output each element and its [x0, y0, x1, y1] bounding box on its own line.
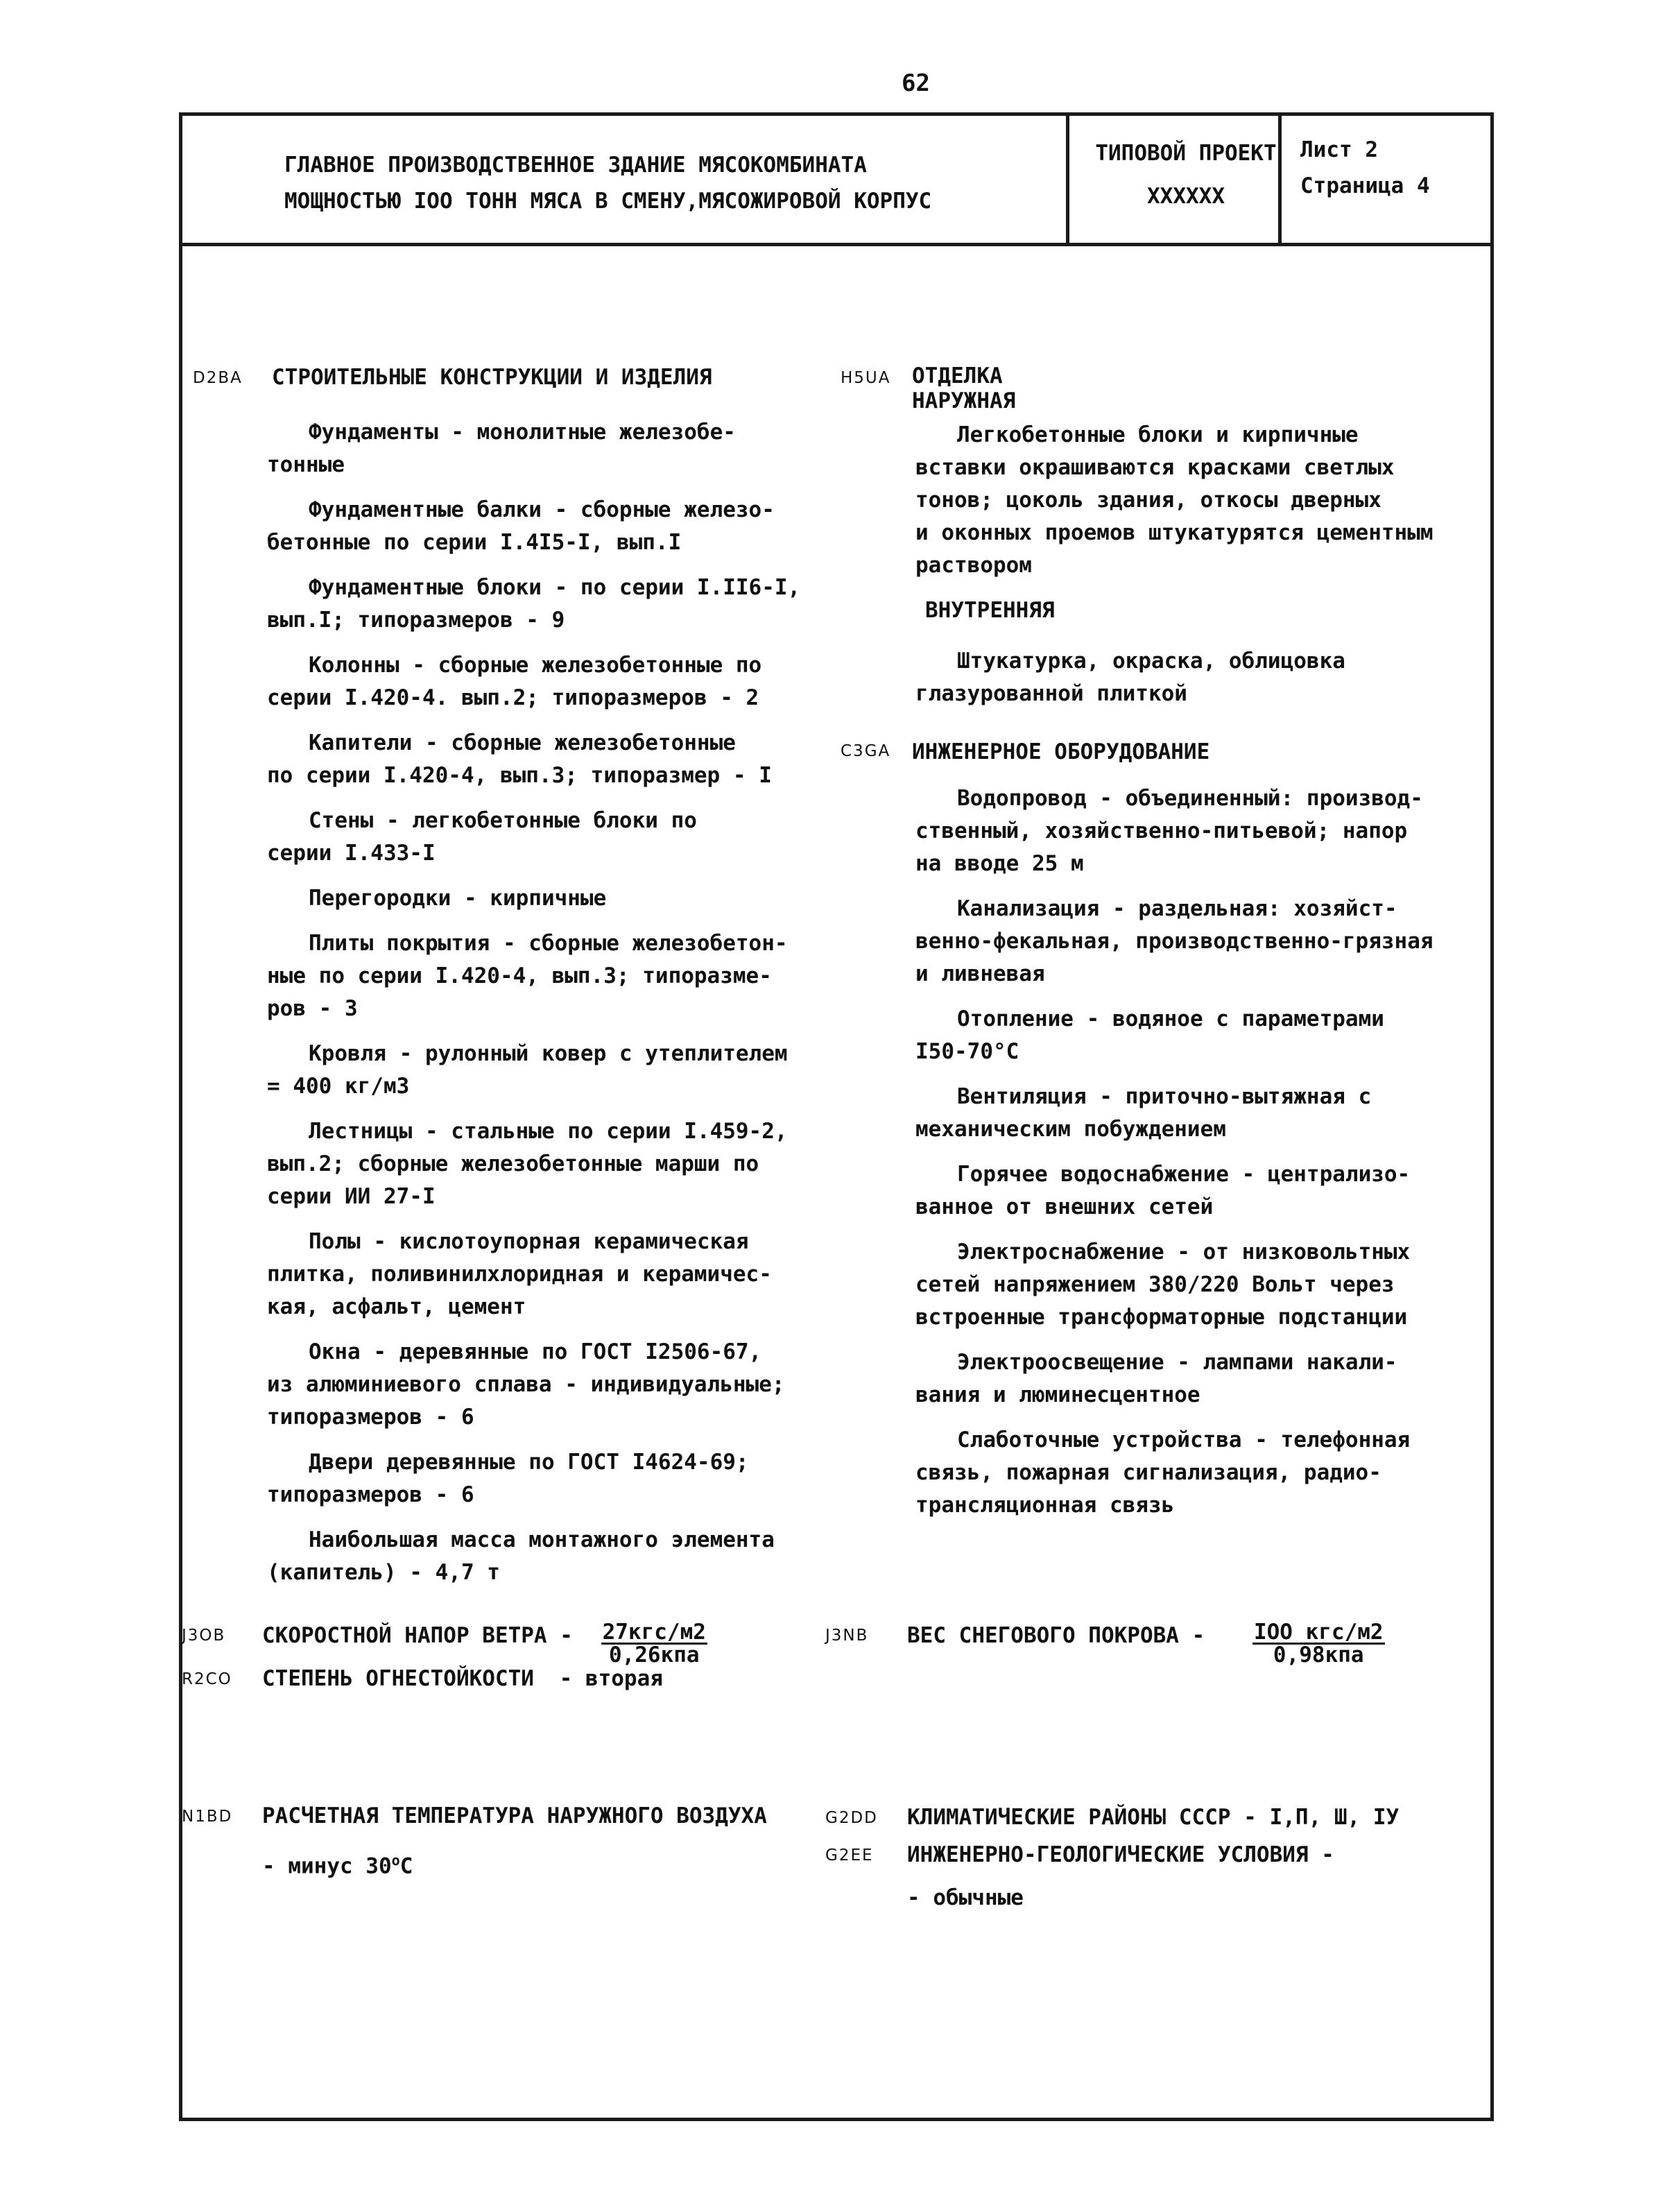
- construction-item-line: Плиты покрытия - сборные железобетон-: [309, 931, 788, 956]
- wind-label: СКОРОСТНОЙ НАПОР ВЕТРА -: [262, 1623, 573, 1648]
- equipment-item-line: I50-70°C: [915, 1039, 1019, 1064]
- section-code: J3OB: [182, 1627, 226, 1645]
- equipment-item-line: Слаботочные устройства - телефонная: [957, 1427, 1411, 1452]
- equipment-list: [915, 782, 1484, 1534]
- climate-regions: КЛИМАТИЧЕСКИЕ РАЙОНЫ СССР - I,П, Ш, IУ: [907, 1805, 1400, 1830]
- section-code: G2DD: [825, 1809, 878, 1827]
- finish-heading: [912, 363, 1015, 413]
- finish-title: ОТДЕЛКА: [912, 363, 1003, 388]
- construction-item-line: серии I.433-I: [267, 841, 436, 866]
- construction-item-line: Кровля - рулонный ковер с утеплителем: [309, 1041, 788, 1066]
- construction-list: [267, 416, 850, 1602]
- finish-section: [915, 419, 1470, 723]
- construction-item: [267, 1336, 850, 1434]
- wind-pressure: [262, 1622, 707, 1665]
- header-divider: [179, 243, 1490, 246]
- section-code: C3GA: [841, 742, 891, 760]
- construction-item-line: Лестницы - стальные по серии I.459-2,: [309, 1119, 788, 1144]
- snow-value: $\frac{\text{IOO кгс/м2}}{\text{0,98кпа}}$: [1253, 1620, 1384, 1667]
- project-number: XXXXXX: [1147, 184, 1225, 209]
- section-code: R2CO: [182, 1670, 232, 1688]
- project-block: [1085, 132, 1286, 218]
- construction-item-line: из алюминиевого сплава - индивидуальные;: [267, 1372, 785, 1397]
- construction-item: [267, 1115, 850, 1213]
- equipment-item-line: Электроснабжение - от низковольтных: [957, 1240, 1411, 1264]
- section-code: G2EE: [825, 1846, 874, 1864]
- construction-item: [267, 649, 850, 714]
- geology-conditions: ИНЖЕНЕРНО-ГЕОЛОГИЧЕСКИЕ УСЛОВИЯ -: [907, 1842, 1334, 1867]
- construction-item-line: вып.2; сборные железобетонные марши по: [267, 1151, 759, 1176]
- equipment-item: [915, 1424, 1484, 1522]
- equipment-item-line: ванное от внешних сетей: [915, 1194, 1214, 1219]
- equipment-item-line: встроенные трансформаторные подстанции: [915, 1305, 1408, 1330]
- fire-value: - вторая: [559, 1666, 663, 1691]
- page-label: Страница 4: [1300, 173, 1430, 198]
- fire-resistance: [262, 1665, 663, 1692]
- text-line: и оконных проемов штукатурятся цементным: [915, 520, 1433, 545]
- equipment-item: [915, 1003, 1484, 1068]
- section-heading: СТРОИТЕЛЬНЫЕ КОНСТРУКЦИИ И ИЗДЕЛИЯ: [272, 365, 712, 390]
- construction-item: [267, 1038, 850, 1103]
- equipment-item-line: Отопление - водяное с параметрами: [957, 1006, 1384, 1031]
- equipment-item-line: Водопровод - объединенный: производ-: [957, 786, 1423, 811]
- construction-item-line: Фундаменты - монолитные железобе-: [309, 420, 736, 445]
- equipment-item: [915, 893, 1484, 991]
- construction-item: [267, 572, 850, 637]
- construction-item-line: ров - 3: [267, 996, 358, 1021]
- equipment-item: [915, 1236, 1484, 1334]
- equipment-item-line: и ливневая: [915, 961, 1045, 986]
- page-number: 62: [902, 69, 930, 97]
- equipment-item-line: Электроосвещение - лампами накали-: [957, 1350, 1397, 1375]
- equipment-item-line: ственный, хозяйственно-питьевой; напор: [915, 818, 1408, 843]
- text-line: Штукатурка, окраска, облицовка: [957, 649, 1345, 674]
- construction-item-line: типоразмеров - 6: [267, 1482, 474, 1507]
- outdoor-temperature-label: РАСЧЕТНАЯ ТЕМПЕРАТУРА НАРУЖНОГО ВОЗДУХА: [262, 1803, 767, 1828]
- project-label: ТИПОВОЙ ПРОЕКТ: [1095, 141, 1277, 166]
- construction-item: [267, 882, 850, 915]
- construction-item-line: (капитель) - 4,7 т: [267, 1560, 500, 1585]
- construction-item-line: плитка, поливинилхлоридная и керамичес-: [267, 1262, 772, 1287]
- construction-item-line: бетонные по серии I.4I5-I, вып.I: [267, 530, 682, 555]
- equipment-item-line: Канализация - раздельная: хозяйст-: [957, 896, 1397, 921]
- section-code: D2BA: [193, 369, 243, 387]
- construction-item-line: Фундаментные балки - сборные железо-: [309, 497, 775, 522]
- construction-item: [267, 927, 850, 1025]
- construction-item-line: кая, асфальт, цемент: [267, 1294, 526, 1319]
- wind-value: $\frac{\text{27кгс/м2}}{\text{0,26кпа}}$: [602, 1620, 706, 1667]
- equipment-item: [915, 1081, 1484, 1146]
- construction-item-line: Окна - деревянные по ГОСТ I2506-67,: [309, 1339, 762, 1364]
- construction-item: [267, 727, 850, 792]
- snow-load: [907, 1622, 1385, 1665]
- equipment-item-line: на вводе 25 м: [915, 851, 1084, 876]
- equipment-item-line: механическим побуждением: [915, 1117, 1226, 1142]
- equipment-item: [915, 782, 1484, 880]
- section-code: N1BD: [182, 1808, 233, 1826]
- construction-item-line: Перегородки - кирпичные: [309, 886, 607, 911]
- sheet-number: Лист 2: [1300, 137, 1378, 162]
- document-title: ГЛАВНОЕ ПРОИЗВОДСТВЕННОЕ ЗДАНИЕ МЯСОКОМБИНАТА МОЩНОСТЬЮ IOO ТОНН МЯСА В СМЕНУ,МЯСОЖИРОВОЙ КОРПУС: [284, 153, 932, 214]
- equipment-item-line: Горячее водоснабжение - централизо-: [957, 1162, 1411, 1187]
- construction-item-line: Колонны - сборные железобетонные по: [309, 653, 762, 678]
- construction-item-line: по серии I.420-4, вып.3; типоразмер - I: [267, 763, 772, 788]
- construction-item-line: серии ИИ 27-I: [267, 1184, 436, 1209]
- construction-item-line: типоразмеров - 6: [267, 1405, 474, 1430]
- finish-outer-text: [915, 419, 1470, 582]
- construction-item: [267, 1524, 850, 1589]
- header-divider-vertical-1: [1066, 112, 1069, 246]
- text-line: тонов; цоколь здания, откосы дверных: [915, 488, 1381, 513]
- finish-inner-label: ВНУТРЕННЯЯ: [925, 598, 1055, 623]
- outdoor-temperature-value: - минус 30$^o$C: [262, 1852, 413, 1879]
- finish-outer-label: НАРУЖНАЯ: [912, 388, 1016, 413]
- construction-item: [267, 494, 850, 559]
- equipment-item-line: Вентиляция - приточно-вытяжная с: [957, 1084, 1372, 1109]
- construction-item-line: Стены - легкобетонные блоки по: [309, 808, 697, 833]
- construction-item: [267, 805, 850, 870]
- construction-item-line: Капители - сборные железобетонные: [309, 730, 736, 755]
- construction-item-line: Полы - кислотоупорная керамическая: [309, 1229, 749, 1254]
- construction-item-line: вып.I; типоразмеров - 9: [267, 608, 565, 633]
- equipment-item-line: вания и люминесцентное: [915, 1382, 1200, 1407]
- text-line: глазурованной плиткой: [915, 681, 1187, 706]
- snow-label: ВЕС СНЕГОВОГО ПОКРОВА -: [907, 1623, 1205, 1648]
- construction-item-line: Наибольшая масса монтажного элемента: [309, 1527, 775, 1552]
- finish-inner-text: [915, 645, 1470, 710]
- equipment-item-line: венно-фекальная, производственно-грязная: [915, 929, 1433, 954]
- geology-value: - обычные: [907, 1885, 1024, 1910]
- construction-item-line: Двери деревянные по ГОСТ I4624-69;: [309, 1450, 749, 1475]
- text-line: раствором: [915, 553, 1032, 578]
- sheet-block: [1300, 132, 1430, 204]
- construction-item: [267, 1446, 850, 1511]
- construction-item: [267, 1226, 850, 1323]
- construction-item-line: Фундаментные блоки - по серии I.II6-I,: [309, 575, 801, 600]
- equipment-item: [915, 1346, 1484, 1412]
- fire-label: СТЕПЕНЬ ОГНЕСТОЙКОСТИ: [262, 1666, 534, 1691]
- construction-item-line: ные по серии I.420-4, вып.3; типоразме-: [267, 963, 772, 988]
- construction-item-line: тонные: [267, 452, 345, 477]
- section-code: H5UA: [841, 369, 891, 387]
- construction-item-line: серии I.420-4. вып.2; типоразмеров - 2: [267, 685, 759, 710]
- equipment-item-line: связь, пожарная сигнализация, радио-: [915, 1460, 1381, 1485]
- text-line: Легкобетонные блоки и кирпичные: [957, 422, 1359, 447]
- equipment-item-line: сетей напряжением 380/220 Вольт через: [915, 1272, 1395, 1297]
- construction-item: [267, 416, 850, 481]
- section-code: J3NB: [825, 1627, 869, 1645]
- equipment-item: [915, 1158, 1484, 1224]
- equipment-heading: ИНЖЕНЕРНОЕ ОБОРУДОВАНИЕ: [912, 739, 1210, 764]
- construction-item-line: = 400 кг/м3: [267, 1074, 410, 1099]
- equipment-item-line: трансляционная связь: [915, 1493, 1175, 1518]
- text-line: вставки окрашиваются красками светлых: [915, 455, 1395, 480]
